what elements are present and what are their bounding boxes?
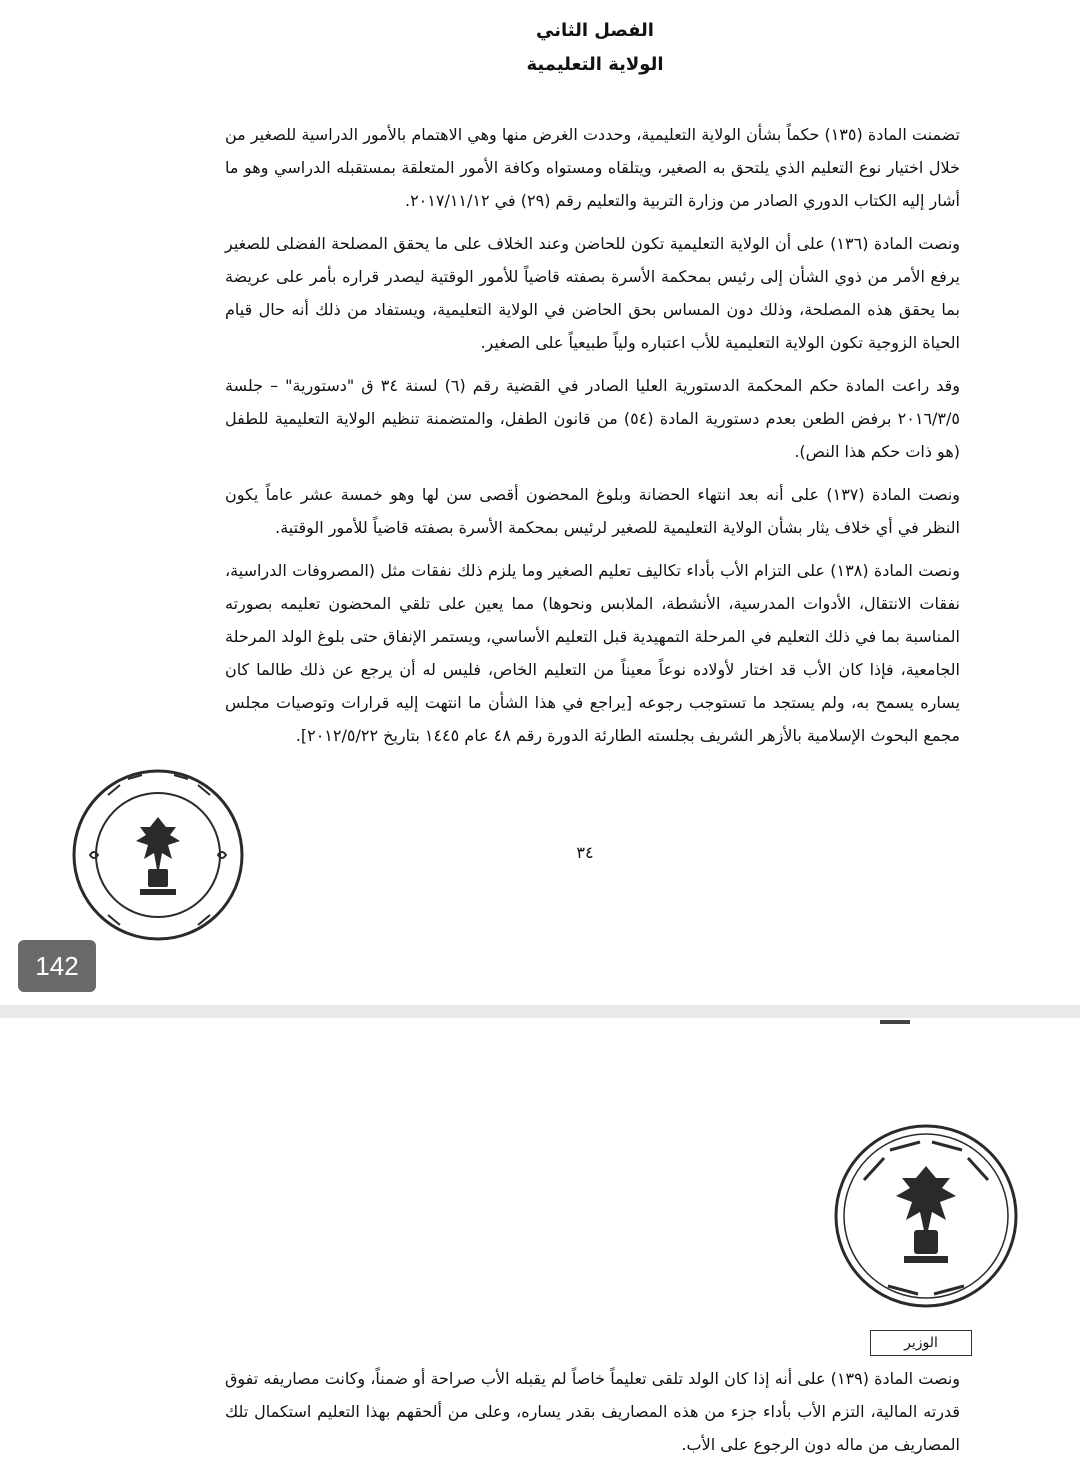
paragraph-article-139: ونصت المادة (١٣٩) على أنه إذا كان الولد تلقى تعليماً خاصاً لم يقبله الأب صراحة أو ضمناً، وكانت مصاريفه تفوق قدرته المالية، التزم الأب بأداء جزء من هذه المصاريف بقدر يساره، وعلى من ألحقهم بهذا التعليم استكمال تلك المصاريف من ماله دون الرجوع على الأب. — [225, 1369, 960, 1454]
page-separator — [0, 1005, 1080, 1018]
section-title: الولاية التعليمية — [526, 54, 664, 75]
paragraph-article-136: ونصت المادة (١٣٦) على أن الولاية التعليمية تكون للحاضن وعند الخلاف على ما يحقق المصلحة الفضلى للصغير يرفع الأمر من ذوي الشأن إلى رئيس بمحكمة الأسرة بصفته قاضياً للأمور الوقتية ليصدر قراره بأمر على عريضة بما يحقق هذه المصلحة، وذلك دون المساس بحق الحاضن في الولاية التعليمية، ويستفاد من ذلك أنه حال قيام الحياة الزوجية تكون الولاية التعليمية للأب اعتباره ولياً طبيعياً على الصغير. — [225, 234, 960, 352]
cabinet-seal-stamp — [68, 765, 248, 945]
paragraph-article-constitutional-ruling: وقد راعت المادة حكم المحكمة الدستورية العليا الصادر في القضية رقم (٦) لسنة ٣٤ ق "دستورية" – جلسة ٢٠١٦/٣/٥ برفض الطعن بعدم دستورية المادة (٥٤) من قانون الطفل، والمتضمنة تنظيم الولاية التعليمية للطفل (هو ذات حكم هذا النص). — [225, 376, 961, 461]
paragraph-article-138: ونصت المادة (١٣٨) على التزام الأب بأداء تكاليف تعليم الصغير وما يلزم ذلك نفقات مثل (المصروفات الدراسية، نفقات الانتقال، الأدوات المدرسية، الأنشطة، الملابس ونحوها) مما يعين على تلقي المحضون تعليمه بصورته المناسبة بما في ذلك التعليم في المرحلة التمهيدية قبل التعليم الأساسي، ويستمر الإنفاق حتى بلوغ الولد المرحلة الجامعية، فإذا كان الأب قد اختار لأولاده نوعاً معيناً من التعليم الخاص، فليس له أن يرجع عن ذلك طالما كان يساره يسمح به، ولم يستجد ما تستوجب رجوعه [يراجع في هذا الشأن ما انتهت إليه قرارات وتوصيات مجلس مجمع البحوث الإسلامية بالأزهر الشريف بجلسته الطارئة الدورة رقم ٤٨ عام ١٤٤٥ بتاريخ ٢٠١٢/٥/٢٢]. — [225, 561, 960, 745]
paragraph-article-137: ونصت المادة (١٣٧) على أنه بعد انتهاء الحضانة وبلوغ المحضون أقصى سن لها وهو خمسة عشر عاماً يكون النظر في أي خلاف يثار بشأن الولاية التعليمية للصغير لرئيس بمحكمة الأسرة بصفته قاضياً للأمور الوقتية. — [225, 485, 960, 537]
page-number: ٣٤ — [576, 843, 594, 862]
page-thumbnail-badge: 142 — [18, 940, 96, 992]
page2-body — [225, 1362, 960, 1471]
ministry-of-justice-seal — [828, 1118, 1024, 1314]
chapter-title: الفصل الثاني — [536, 20, 654, 41]
minister-signature-label: الوزير — [870, 1330, 972, 1356]
page1-body — [225, 118, 960, 762]
paragraph-article-135: تضمنت المادة (١٣٥) حكماً بشأن الولاية التعليمية، وحددت الغرض منها وهي الاهتمام بالأمور الدراسية للصغير من خلال اختيار نوع التعليم الذي يلتحق به الصغير، ويتلقاه ومستواه وكافة الأمور المتعلقة بمستقبله الدراسي وهو ما أشار إليه الكتاب الدوري الصادر من وزارة التربية والتعليم رقم (٢٩) في ٢٠١٧/١١/١٢. — [225, 125, 961, 210]
scan-artifact — [880, 1020, 910, 1024]
